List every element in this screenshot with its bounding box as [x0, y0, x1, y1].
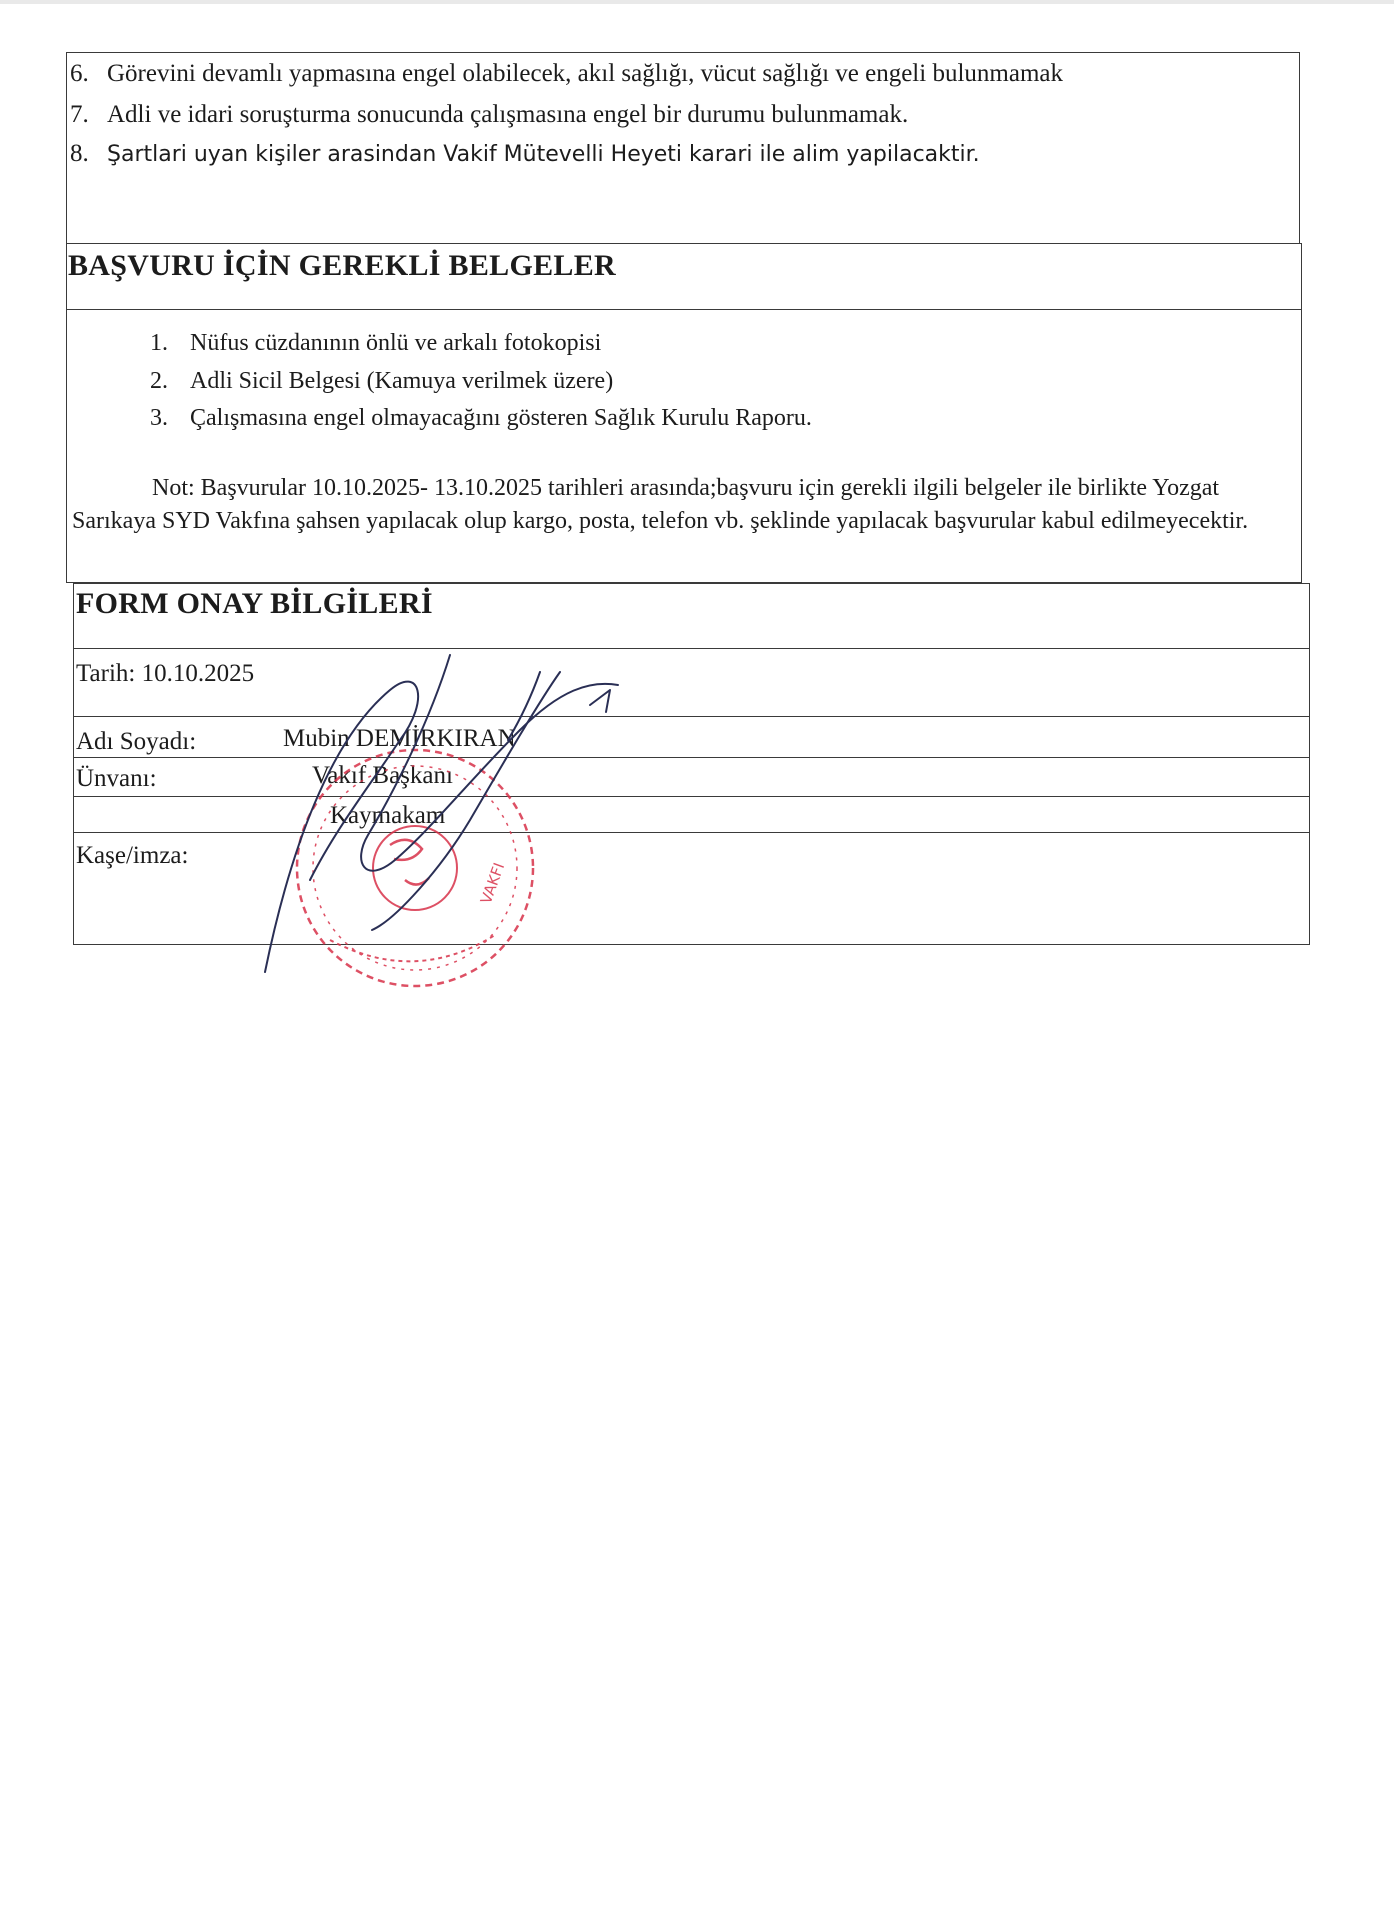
document-item-1: [150, 330, 601, 357]
document-text: Adli Sicil Belgesi (Kamuya verilmek üzere): [190, 368, 614, 394]
requirement-text: Görevini devamlı yapmasına engel olabilecek, akıl sağlığı, vücut sağlığı ve engeli bulunmamak: [107, 60, 1063, 87]
requirement-text: Şartlari uyan kişiler arasindan Vakif Mütevelli Heyeti karari ile alim yapilacaktir.: [107, 142, 980, 167]
requirement-num: 6.: [70, 60, 89, 87]
documents-section-title: BAŞVURU İÇİN GEREKLİ BELGELER: [68, 249, 616, 282]
approval-divider-5: [73, 832, 1310, 833]
approval-box: [73, 583, 1310, 945]
document-item-2: [150, 368, 613, 395]
title-value-2: Kaymakam: [330, 802, 446, 829]
requirement-8: [70, 140, 980, 168]
approval-date: Tarih: 10.10.2025: [76, 660, 255, 687]
approval-section-title: FORM ONAY BİLGİLERİ: [76, 587, 433, 620]
approval-divider-2: [73, 716, 1310, 717]
name-value: Mubin DEMİRKIRAN: [283, 725, 516, 752]
title-label: Ünvanı:: [76, 765, 157, 792]
document-text: Çalışmasına engel olmayacağını gösteren Sağlık Kurulu Raporu.: [190, 405, 812, 431]
approval-divider-4: [73, 796, 1310, 797]
approval-divider-3: [73, 757, 1310, 758]
document-num: 2.: [150, 368, 168, 394]
documents-title-divider: [66, 309, 1302, 310]
approval-divider-1: [73, 648, 1310, 649]
scan-top-edge: [0, 0, 1394, 4]
requirement-7: [70, 101, 908, 129]
stamp-text: VAKFI: [476, 860, 509, 907]
document-num: 3.: [150, 405, 168, 431]
stamp-signature-label: Kaşe/imza:: [76, 842, 189, 869]
document-num: 1.: [150, 330, 168, 356]
requirement-num: 7.: [70, 101, 89, 128]
name-label: Adı Soyadı:: [76, 728, 197, 755]
document-item-3: [150, 405, 812, 432]
application-note: Not: Başvurular 10.10.2025- 13.10.2025 tarihleri arasında;başvuru için gerekli ilgili belgeler ile birlikte Yozgat Sarıkaya SYD Vakfına şahsen yapılacak olup kargo, posta, telefon vb. şeklinde yapılacak başvurular kabul edilmeyecektir.: [72, 475, 1249, 534]
requirement-text: Adli ve idari soruşturma sonucunda çalışmasına engel bir durumu bulunmamak.: [107, 101, 909, 128]
requirement-6: [70, 60, 1063, 88]
document-text: Nüfus cüzdanının önlü ve arkalı fotokopisi: [190, 330, 602, 356]
requirement-num: 8.: [70, 140, 89, 167]
title-value: Vakıf Başkanı: [312, 762, 453, 789]
